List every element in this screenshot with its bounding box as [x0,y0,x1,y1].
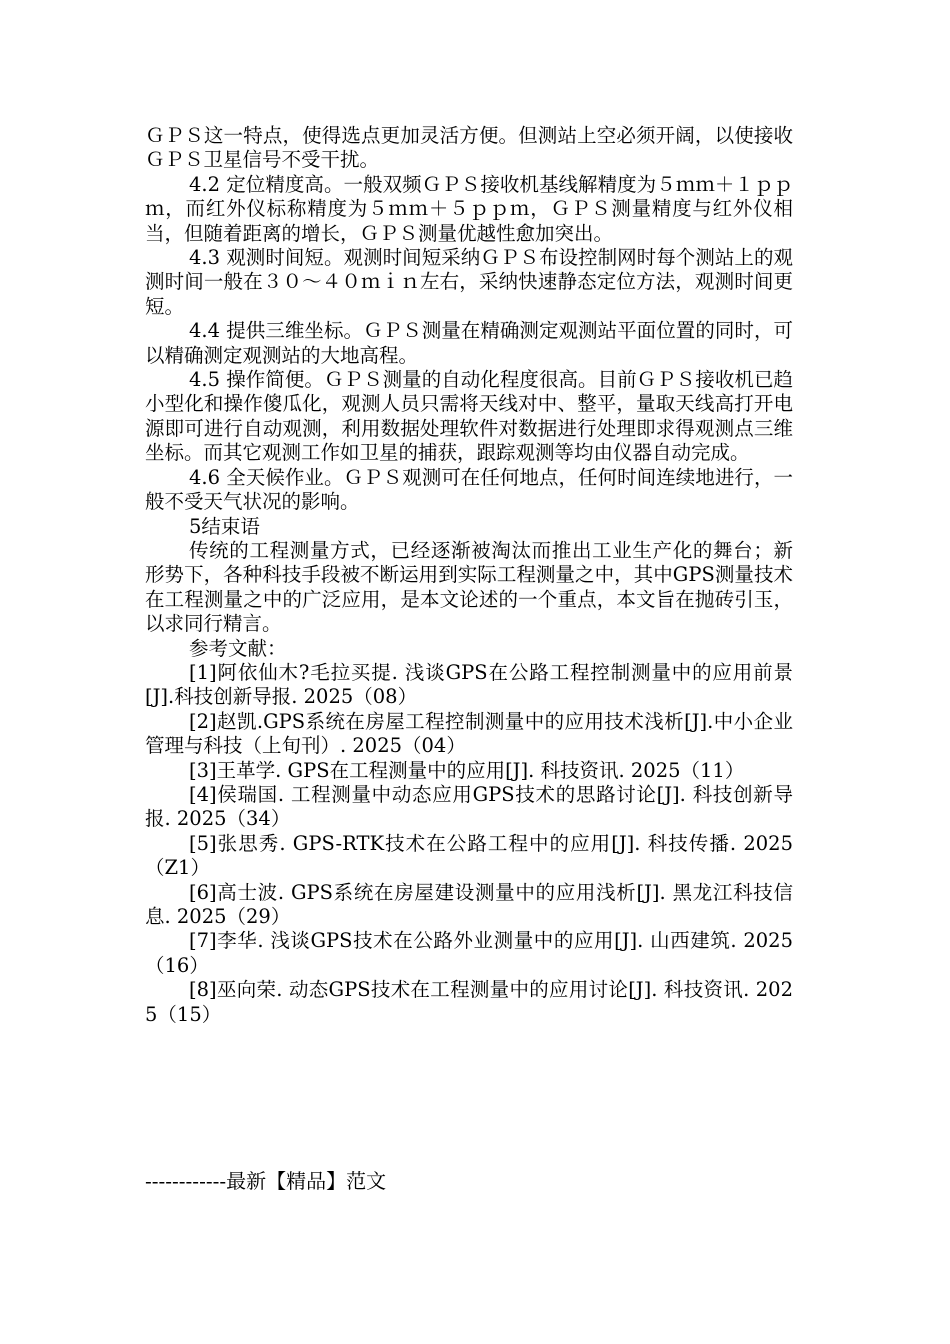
reference-item: [4]侯瑞国. 工程测量中动态应用GPS技术的思路讨论[J]. 科技创新导报. 2025（34） [145,782,793,831]
section-heading-conclusion: 5结束语 [189,514,260,538]
reference-item: [8]巫向荣. 动态GPS技术在工程测量中的应用讨论[J]. 科技资讯. 2025（15） [145,978,793,1026]
reference-item: [3]王革学. GPS在工程测量中的应用[J]. 科技资讯. 2025（11） [189,758,745,782]
reference-item: [7]李华. 浅谈GPS技术在公路外业测量中的应用[J]. 山西建筑. 2025（16） [145,929,793,977]
reference-item: [2]赵凯.GPS系统在房屋工程控制测量中的应用技术浅析[J].中小企业管理与科技（上旬刊）. 2025（04） [145,709,793,758]
reference-item: [6]高士波. GPS系统在房屋建设测量中的应用浅析[J]. 黑龙江科技信息. 2025（29） [145,880,793,928]
paragraph-4-5: 4.5 操作简便。ＧＰＳ测量的自动化程度很高。目前ＧＰＳ接收机已趋小型化和操作傻瓜化，观测人员只需将天线对中、整平，量取天线高打开电源即可进行自动观测，利用数据处理软件对数据进行处理即求得观测点三维坐标。而其它观测工作如卫星的捕获，跟踪观测等均由仪器自动完成。 [145,368,793,465]
page-footer: ------------最新【精品】范文 [145,1169,387,1193]
paragraph-4-3: 4.3 观测时间短。观测时间短采纳ＧＰＳ布设控制网时每个测站上的观测时间一般在３０～４０ｍｉｎ左右，采纳快速静态定位方法，观测时间更短。 [145,246,793,318]
paragraph-4-4: 4.4 提供三维坐标。ＧＰＳ测量在精确测定观测站平面位置的同时，可以精确测定观测站的大地高程。 [145,319,793,367]
paragraph-4-6: 4.6 全天候作业。ＧＰＳ观测可在任何地点，任何时间连续地进行，一般不受天气状况的影响。 [145,465,793,514]
paragraph-conclusion: 传统的工程测量方式，已经逐渐被淘汰而推出工业生产化的舞台；新形势下，各种科技手段被不断运用到实际工程测量之中，其中GPS测量技术在工程测量之中的广泛应用，是本文论述的一个重点，本文旨在抛砖引玉，以求同行精言。 [145,538,793,636]
paragraph-4-2: 4.2 定位精度高。一般双频ＧＰＳ接收机基线解精度为５ｍｍ＋１ｐｐｍ，而红外仪标称精度为５ｍｍ＋５ｐｐｍ，ＧＰＳ测量精度与红外仪相当，但随着距离的增长，ＧＰＳ测量优越性愈加突出。 [145,172,793,245]
article-text [145,124,793,1027]
references-heading: 参考文献： [189,636,287,660]
paragraph-gps-feature: ＧＰＳ这一特点，使得选点更加灵活方便。但测站上空必须开阔，以使接收ＧＰＳ卫星信号不受干扰。 [145,124,793,172]
reference-item: [5]张思秀. GPS-RTK技术在公路工程中的应用[J]. 科技传播. 2025（Z1） [145,831,793,880]
reference-item: [1]阿依仙木?毛拉买提. 浅谈GPS在公路工程控制测量中的应用前景[J].科技创新导报. 2025（08） [145,660,793,709]
document-body [145,124,793,1027]
